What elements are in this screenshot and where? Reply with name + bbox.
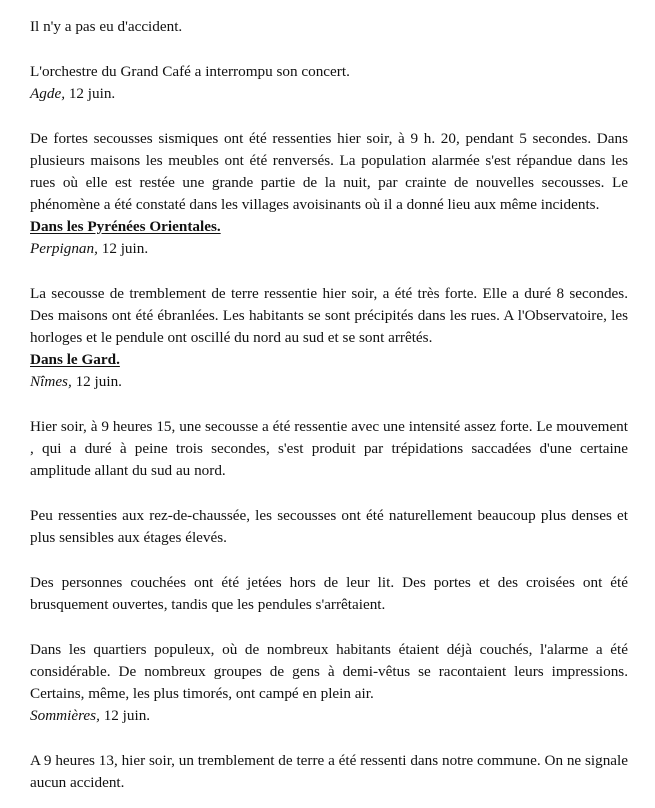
paragraph-sommieres: A 9 heures 13, hier soir, un tremblement de terre a été ressenti dans notre commune. On ne signale aucun accident. (30, 752, 628, 791)
dateline-sommieres (30, 705, 628, 727)
date-nimes: 12 juin. (71, 373, 122, 390)
date-sommieres: 12 juin. (99, 707, 151, 724)
place-agde: Agde, (30, 85, 66, 102)
paragraph-nimes-3: Des personnes couchées ont été jetées hors de leur lit. Des portes et des croisées ont été brusquement ouvertes, tandis que les pendules s'arrêtaient. (30, 574, 628, 613)
date-perpignan: 12 juin. (97, 240, 149, 257)
paragraph-no-accident: Il n'y a pas eu d'accident. (30, 18, 183, 35)
paragraph-nimes-2: Peu ressenties aux rez-de-chaussée, les secousses ont été naturellement beaucoup plus denses et plus sensibles aux étages élevés. (30, 507, 628, 546)
heading-pyrenees: Dans les Pyrénées Orientales. (30, 218, 221, 235)
paragraph-perpignan: La secousse de tremblement de terre ressentie hier soir, a été très forte. Elle a duré 8 secondes. Des maisons ont été ébranlées. Les habitants se sont précipités dans les rues. A l'Observatoire, les horloges et le pendule ont oscillé du nord au sud et se sont arrêtés. (30, 285, 628, 346)
dateline-perpignan (30, 238, 628, 260)
document-page (30, 16, 628, 794)
heading-gard: Dans le Gard. (30, 351, 120, 368)
date-agde: 12 juin. (65, 85, 116, 102)
place-sommieres: Sommières, (30, 707, 100, 724)
paragraph-nimes-1: Hier soir, à 9 heures 15, une secousse a été ressentie avec une intensité assez forte. Le mouvement , qui a duré à peine trois secondes, s'est produit par trépidations saccadées d'une certaine amplitude allant du sud au nord. (30, 418, 628, 479)
place-nimes: Nîmes, (30, 373, 72, 390)
dateline-nimes (30, 371, 628, 393)
paragraph-nimes-4: Dans les quartiers populeux, où de nombreux habitants étaient déjà couchés, l'alarme a été considérable. De nombreux groupes de gens à demi-vêtus se racontaient leurs impressions. Certains, même, les plus timorés, ont campé en plein air. (30, 641, 628, 702)
paragraph-agde: De fortes secousses sismiques ont été ressenties hier soir, à 9 h. 20, pendant 5 secondes. Dans plusieurs maisons les meubles ont été renversés. La population alarmée s'est répandue dans les rues où elle est restée une grande partie de la nuit, par crainte de nouvelles secousses. Le phénomène a été constaté dans les villages avoisinants où il a donné lieu aux même incidents. (30, 130, 628, 213)
place-perpignan: Perpignan, (30, 240, 98, 257)
dateline-agde (30, 83, 628, 105)
paragraph-orchestra: L'orchestre du Grand Café a interrompu son concert. (30, 63, 350, 80)
